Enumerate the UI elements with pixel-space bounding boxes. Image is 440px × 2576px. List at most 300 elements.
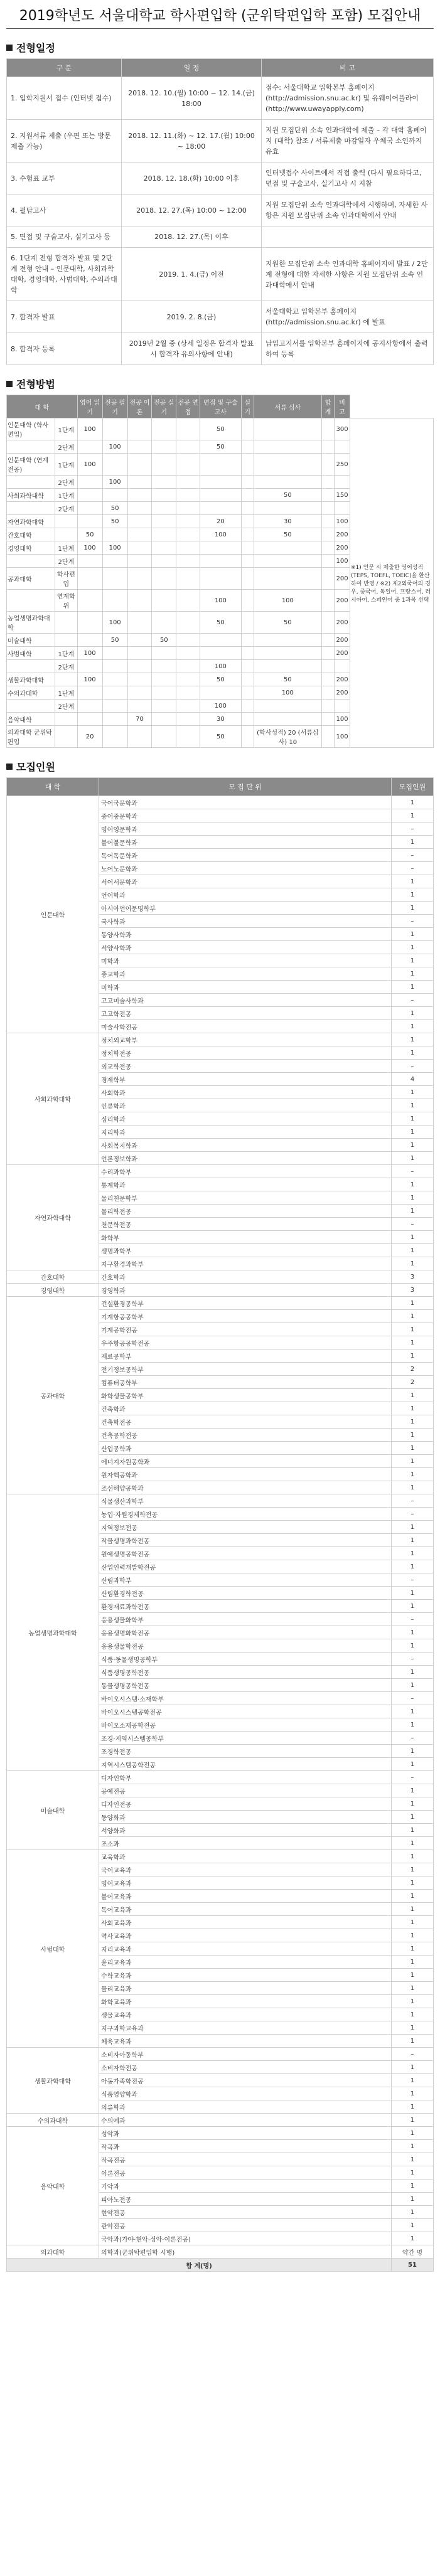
schedule-date: 2019년 2월 중 (상세 일정은 합격자 발표 시 합격자 유의사항에 안내) <box>122 333 262 365</box>
recruit-count: 1 <box>392 1863 434 1876</box>
recruit-count: 2 <box>392 1376 434 1389</box>
recruit-count: 1 <box>392 2219 434 2232</box>
method-score <box>152 590 176 612</box>
method-score: 100 <box>77 673 102 686</box>
recruit-unit: 의류학과 <box>99 2100 392 2114</box>
schedule-col-note: 비 고 <box>262 59 434 77</box>
method-score <box>77 515 102 528</box>
method-col: 합계 <box>321 395 334 418</box>
recruit-unit: 간호학과 <box>99 1270 392 1284</box>
method-score <box>254 555 321 568</box>
recruit-unit: 식품생명공학전공 <box>99 1666 392 1679</box>
recruit-count: 1 <box>392 1191 434 1205</box>
method-score <box>321 555 334 568</box>
recruit-unit: 컴퓨터공학부 <box>99 1376 392 1389</box>
method-score <box>254 660 321 673</box>
recruit-row <box>7 1165 434 1178</box>
recruit-count: 1 <box>392 1402 434 1415</box>
recruit-unit: 건축공학전공 <box>99 1429 392 1442</box>
recruit-count: 1 <box>392 1705 434 1718</box>
recruit-count: 1 <box>392 1455 434 1468</box>
recruit-count: 1 <box>392 981 434 994</box>
method-college: 인문대학 (학사편입) <box>7 418 55 440</box>
method-score: 50 <box>254 528 321 541</box>
method-body <box>7 418 434 748</box>
method-score <box>200 476 241 489</box>
schedule-note: 서울대학교 입학본부 홈페이지 (http://admission.snu.ac.kr) 에 발표 <box>262 301 434 333</box>
recruit-unit: 사회학과 <box>99 1086 392 1099</box>
recruit-unit: 지역정보전공 <box>99 1521 392 1534</box>
recruit-unit: 재료공학부 <box>99 1349 392 1363</box>
method-college: 음악대학 <box>7 713 55 726</box>
recruit-count: 1 <box>392 1415 434 1429</box>
method-score <box>254 476 321 489</box>
method-stage: 연계학위 <box>55 590 78 612</box>
recruit-count: 1 <box>392 2179 434 2193</box>
recruit-header-row <box>7 778 434 796</box>
schedule-note <box>262 226 434 248</box>
method-score <box>102 660 127 673</box>
recruit-total-value: 51 <box>392 2259 434 2272</box>
method-score: 100 <box>200 660 241 673</box>
schedule-row <box>7 301 434 333</box>
method-col: 영어 읽기 <box>77 395 102 418</box>
method-college <box>7 590 55 612</box>
recruit-count: 1 <box>392 1007 434 1020</box>
method-score: 50 <box>200 726 241 748</box>
recruit-unit: 에너지자원공학과 <box>99 1455 392 1468</box>
method-score <box>241 634 254 647</box>
method-score <box>321 476 334 489</box>
recruit-unit: 디자인전공 <box>99 1797 392 1811</box>
recruit-college: 수의과대학 <box>7 2114 99 2127</box>
method-score: 100 <box>102 476 127 489</box>
method-score: 50 <box>200 418 241 440</box>
method-score: 200 <box>335 612 350 634</box>
method-score <box>127 726 152 748</box>
recruit-heading <box>6 759 434 774</box>
schedule-date: 2019. 1. 4.(금) 이전 <box>122 248 262 301</box>
method-note: ※1) 인문 시 제출한 영어성적(TEPS, TOEFL, TOEIC)을 환산하여 반영 / ※2) 제2외국어의 경우, 중국어, 독일어, 프랑스어, 러시아어, 스페인어 중 1과목 선택 <box>350 418 434 748</box>
recruit-section <box>6 759 434 2272</box>
method-row <box>7 418 434 440</box>
schedule-date: 2018. 12. 11.(화) ~ 12. 17.(월) 10:00 ~ 18:00 <box>122 120 262 162</box>
recruit-unit: 건축학과 <box>99 1402 392 1415</box>
recruit-count: – <box>392 849 434 862</box>
recruit-unit: 서어서문학과 <box>99 875 392 888</box>
method-score <box>152 555 176 568</box>
recruit-count: 1 <box>392 2232 434 2245</box>
method-score <box>127 673 152 686</box>
method-stage: 1단계 <box>55 647 78 660</box>
recruit-count: – <box>392 822 434 836</box>
method-score <box>254 440 321 454</box>
recruit-unit: 원예생명공학전공 <box>99 1547 392 1560</box>
recruit-unit: 물리천문학부 <box>99 1191 392 1205</box>
method-score <box>152 713 176 726</box>
recruit-unit: 동양사학과 <box>99 928 392 941</box>
method-college: 인문대학 (연계전공) <box>7 454 55 476</box>
recruit-unit: 영어교육과 <box>99 1876 392 1890</box>
method-score <box>321 700 334 713</box>
method-table <box>6 395 434 748</box>
recruit-col-college: 대 학 <box>7 778 99 796</box>
recruit-count: 1 <box>392 1560 434 1573</box>
square-bullet-icon <box>6 45 13 51</box>
method-score: 50 <box>200 612 241 634</box>
method-score <box>335 700 350 713</box>
recruit-unit: 기계공학전공 <box>99 1323 392 1336</box>
method-score <box>241 660 254 673</box>
recruit-count: 1 <box>392 1626 434 1639</box>
schedule-heading-label: 전형일정 <box>16 42 55 54</box>
recruit-count: 1 <box>392 1745 434 1758</box>
method-score <box>152 418 176 440</box>
schedule-note: 납입고지서를 입학본부 홈페이지에 공지사항에서 출력하여 등록 <box>262 333 434 365</box>
method-score: 100 <box>102 612 127 634</box>
method-score: 20 <box>200 515 241 528</box>
recruit-unit: 작곡과 <box>99 2140 392 2153</box>
method-score <box>127 555 152 568</box>
recruit-unit: 생명과학부 <box>99 1244 392 1257</box>
method-score: 50 <box>152 634 176 647</box>
recruit-count: 1 <box>392 928 434 941</box>
schedule-date: 2018. 12. 27.(목) 10:00 ~ 12:00 <box>122 194 262 226</box>
method-score: 100 <box>102 541 127 555</box>
recruit-unit: 체육교육과 <box>99 2035 392 2048</box>
recruit-count: 1 <box>392 1876 434 1890</box>
method-score <box>127 700 152 713</box>
method-score: 100 <box>335 713 350 726</box>
recruit-unit: 수학교육과 <box>99 1969 392 1982</box>
recruit-unit: 조소과 <box>99 1837 392 1850</box>
method-score <box>241 590 254 612</box>
method-stage: 1단계 <box>55 418 78 440</box>
recruit-count: 1 <box>392 1903 434 1916</box>
recruit-college: 사범대학 <box>7 1850 99 2048</box>
recruit-unit: 조경·지역시스템공학부 <box>99 1732 392 1745</box>
method-score <box>241 673 254 686</box>
method-score: 50 <box>254 489 321 502</box>
recruit-count: 1 <box>392 2193 434 2206</box>
method-college: 사범대학 <box>7 647 55 660</box>
recruit-count: 1 <box>392 1982 434 1995</box>
recruit-unit: 응용생물학전공 <box>99 1639 392 1653</box>
recruit-count: – <box>392 862 434 875</box>
recruit-count: – <box>392 1771 434 1784</box>
recruit-count: 1 <box>392 1995 434 2008</box>
method-score: 100 <box>335 515 350 528</box>
method-score <box>102 454 127 476</box>
recruit-unit: 불어교육과 <box>99 1890 392 1903</box>
method-score <box>176 502 200 515</box>
recruit-unit: 물리학전공 <box>99 1205 392 1218</box>
method-score <box>152 700 176 713</box>
recruit-unit: 산림과학부 <box>99 1573 392 1587</box>
recruit-count: 1 <box>392 1046 434 1060</box>
method-score <box>176 541 200 555</box>
recruit-unit: 인류학과 <box>99 1099 392 1112</box>
recruit-count: 1 <box>392 2100 434 2114</box>
recruit-unit: 사회복지학과 <box>99 1139 392 1152</box>
method-stage: 1단계 <box>55 541 78 555</box>
method-score <box>241 713 254 726</box>
schedule-note: 인터넷접수 사이트에서 직접 출력 (다시 필요하다고, 면접 및 구술고사, 실기고사 시 지참 <box>262 162 434 194</box>
method-score <box>102 726 127 748</box>
method-score: 200 <box>335 528 350 541</box>
method-score <box>176 713 200 726</box>
schedule-note: 지원한 모집단위 소속 인과대학 홈페이지에 발표 / 2단계 전형에 대한 자세한 사항은 지원 모집단위 소속 인과대학에서 안내 <box>262 248 434 301</box>
recruit-unit: 응용생물화학부 <box>99 1613 392 1626</box>
recruit-unit: 미술사학전공 <box>99 1020 392 1033</box>
method-score: 100 <box>335 726 350 748</box>
method-score: 30 <box>200 713 241 726</box>
recruit-count: 1 <box>392 2140 434 2153</box>
recruit-unit: 산림환경학전공 <box>99 1587 392 1600</box>
recruit-table <box>6 777 434 2272</box>
schedule-row <box>7 333 434 365</box>
method-score <box>127 502 152 515</box>
recruit-count: – <box>392 1692 434 1705</box>
method-score <box>176 726 200 748</box>
method-score <box>200 489 241 502</box>
recruit-unit: 산업인력개발학전공 <box>99 1560 392 1573</box>
method-heading <box>6 376 434 391</box>
method-score <box>127 515 152 528</box>
recruit-row <box>7 796 434 809</box>
method-college: 간호대학 <box>7 528 55 541</box>
schedule-step: 8. 합격자 등록 <box>7 333 122 365</box>
recruit-unit: 작곡전공 <box>99 2153 392 2166</box>
recruit-count: 1 <box>392 1429 434 1442</box>
schedule-step: 7. 합격자 발표 <box>7 301 122 333</box>
method-score <box>127 454 152 476</box>
schedule-note: 지원 모집단위 소속 인과대학에서 시행하며, 자세한 사항은 지원 모집단위 소속 인과대학에서 안내 <box>262 194 434 226</box>
recruit-count: 1 <box>392 1850 434 1863</box>
method-score <box>241 726 254 748</box>
recruit-count: 1 <box>392 796 434 809</box>
recruit-unit: 동물생명공학전공 <box>99 1679 392 1692</box>
method-score <box>321 418 334 440</box>
method-score <box>152 660 176 673</box>
recruit-row <box>7 1284 434 1297</box>
method-score <box>152 489 176 502</box>
recruit-count: 1 <box>392 1442 434 1455</box>
recruit-count: – <box>392 1508 434 1521</box>
recruit-unit: 식품·동물생명공학부 <box>99 1653 392 1666</box>
recruit-unit: 원자핵공학과 <box>99 1468 392 1481</box>
method-score: 20 <box>77 726 102 748</box>
recruit-count: 2 <box>392 1363 434 1376</box>
recruit-count: 1 <box>392 1837 434 1850</box>
method-score: 100 <box>335 555 350 568</box>
schedule-row <box>7 194 434 226</box>
recruit-college: 음악대학 <box>7 2127 99 2245</box>
recruit-unit: 성악과 <box>99 2127 392 2140</box>
recruit-unit: 바이오소재공학전공 <box>99 1718 392 1732</box>
recruit-count: 1 <box>392 1956 434 1969</box>
recruit-count: 1 <box>392 1481 434 1494</box>
recruit-unit: 우주항공공학전공 <box>99 1336 392 1349</box>
schedule-row <box>7 162 434 194</box>
method-score: 50 <box>77 528 102 541</box>
recruit-body <box>7 796 434 2272</box>
recruit-count: 1 <box>392 2074 434 2087</box>
method-score <box>127 568 152 590</box>
method-score <box>102 489 127 502</box>
method-score: 100 <box>254 590 321 612</box>
method-score <box>254 418 321 440</box>
method-score <box>321 647 334 660</box>
method-stage: 2단계 <box>55 660 78 673</box>
recruit-unit: 경제학부 <box>99 1073 392 1086</box>
method-score: 250 <box>335 454 350 476</box>
method-col: 전공 필기 <box>102 395 127 418</box>
method-score <box>241 528 254 541</box>
method-score <box>241 686 254 700</box>
recruit-count: – <box>392 1573 434 1587</box>
method-score <box>200 686 241 700</box>
method-heading-label: 전형방법 <box>16 378 55 390</box>
method-score <box>321 612 334 634</box>
schedule-step: 5. 면접 및 구술고사, 실기고사 등 <box>7 226 122 248</box>
recruit-count: 1 <box>392 1890 434 1903</box>
recruit-unit: 관악전공 <box>99 2219 392 2232</box>
recruit-unit: 소비자학전공 <box>99 2061 392 2074</box>
method-score: 200 <box>335 568 350 590</box>
recruit-count: 1 <box>392 2008 434 2021</box>
recruit-unit: 미학과 <box>99 981 392 994</box>
recruit-count: 1 <box>392 1086 434 1099</box>
method-stage: 2단계 <box>55 502 78 515</box>
recruit-count: 1 <box>392 1824 434 1837</box>
method-score <box>254 454 321 476</box>
schedule-body <box>7 77 434 365</box>
recruit-unit: 아동가족학전공 <box>99 2074 392 2087</box>
method-score <box>127 590 152 612</box>
recruit-unit: 기악과 <box>99 2179 392 2193</box>
method-stage: 1단계 <box>55 686 78 700</box>
method-stage: 2단계 <box>55 440 78 454</box>
method-stage: 1단계 <box>55 489 78 502</box>
method-score <box>335 502 350 515</box>
recruit-count: 1 <box>392 1534 434 1547</box>
page-title: 2019학년도 서울대학교 학사편입학 (군위탁편입학 포함) 모집안내 <box>6 0 434 29</box>
recruit-unit: 디자인학부 <box>99 1771 392 1784</box>
recruit-unit: 독어교육과 <box>99 1903 392 1916</box>
recruit-count: 1 <box>392 1784 434 1797</box>
method-score <box>254 647 321 660</box>
recruit-count: 1 <box>392 2114 434 2127</box>
recruit-count: 1 <box>392 1178 434 1191</box>
recruit-count: 1 <box>392 1257 434 1270</box>
method-score <box>127 418 152 440</box>
method-score <box>102 590 127 612</box>
recruit-count: 1 <box>392 1639 434 1653</box>
method-score: 200 <box>335 686 350 700</box>
method-score <box>77 686 102 700</box>
method-score <box>176 568 200 590</box>
method-score <box>254 568 321 590</box>
recruit-unit: 식품영양학과 <box>99 2087 392 2100</box>
square-bullet-icon <box>6 381 13 387</box>
recruit-unit: 국어국문학과 <box>99 796 392 809</box>
schedule-date: 2019. 2. 8.(금) <box>122 301 262 333</box>
recruit-row <box>7 1494 434 1508</box>
recruit-count: 1 <box>392 941 434 954</box>
recruit-unit: 중어중문학과 <box>99 809 392 822</box>
recruit-unit: 화학부 <box>99 1231 392 1244</box>
method-score <box>127 440 152 454</box>
schedule-date: 2018. 12. 18.(화) 10:00 이후 <box>122 162 262 194</box>
recruit-count: 1 <box>392 1797 434 1811</box>
method-header-row <box>7 395 434 418</box>
method-score <box>152 612 176 634</box>
recruit-college: 미술대학 <box>7 1771 99 1850</box>
recruit-row <box>7 2245 434 2259</box>
recruit-count: 1 <box>392 809 434 822</box>
method-col: 전공 면접 <box>176 395 200 418</box>
recruit-unit: 조선해양공학과 <box>99 1481 392 1494</box>
recruit-unit: 화학교육과 <box>99 1995 392 2008</box>
recruit-unit: 동양화과 <box>99 1811 392 1824</box>
recruit-unit: 국사학과 <box>99 915 392 928</box>
method-score <box>77 476 102 489</box>
method-score <box>335 476 350 489</box>
recruit-count: 1 <box>392 2035 434 2048</box>
schedule-table <box>6 58 434 365</box>
method-score <box>176 647 200 660</box>
recruit-unit: 전기정보공학부 <box>99 1363 392 1376</box>
method-score: 50 <box>102 515 127 528</box>
recruit-unit: 역사교육과 <box>99 1929 392 1942</box>
recruit-college: 간호대학 <box>7 1270 99 1284</box>
schedule-date: 2018. 12. 27.(목) 이후 <box>122 226 262 248</box>
recruit-count: 약간 명 <box>392 2245 434 2259</box>
recruit-count: – <box>392 1613 434 1626</box>
recruit-col-count: 모집인원 <box>392 778 434 796</box>
schedule-row <box>7 77 434 120</box>
recruit-unit: 심리학과 <box>99 1112 392 1126</box>
method-score <box>176 660 200 673</box>
method-score <box>102 528 127 541</box>
method-stage: 1단계 <box>55 454 78 476</box>
method-score: (학사성적) 20 (서류심사) 10 <box>254 726 321 748</box>
method-score <box>176 590 200 612</box>
recruit-count: 1 <box>392 1521 434 1534</box>
method-stage <box>55 726 78 748</box>
method-score <box>102 713 127 726</box>
schedule-row <box>7 226 434 248</box>
method-score: 100 <box>200 700 241 713</box>
method-college: 자연과학대학 <box>7 515 55 528</box>
recruit-total-label: 합 계(명) <box>7 2259 392 2272</box>
schedule-col-step: 구 분 <box>7 59 122 77</box>
schedule-note: 접수: 서울대학교 입학본부 홈페이지(http://admission.snu.ac.kr) 및 유웨이어플라이(http://www.uwayapply.com) <box>262 77 434 120</box>
method-score <box>77 612 102 634</box>
method-score: 50 <box>200 440 241 454</box>
method-score: 50 <box>200 673 241 686</box>
recruit-count: 1 <box>392 1205 434 1218</box>
method-score <box>200 502 241 515</box>
method-score <box>321 568 334 590</box>
method-score: 150 <box>335 489 350 502</box>
recruit-unit: 수리과학부 <box>99 1165 392 1178</box>
method-score: 200 <box>335 647 350 660</box>
recruit-unit: 노어노문학과 <box>99 862 392 875</box>
method-score <box>321 528 334 541</box>
method-score <box>321 454 334 476</box>
